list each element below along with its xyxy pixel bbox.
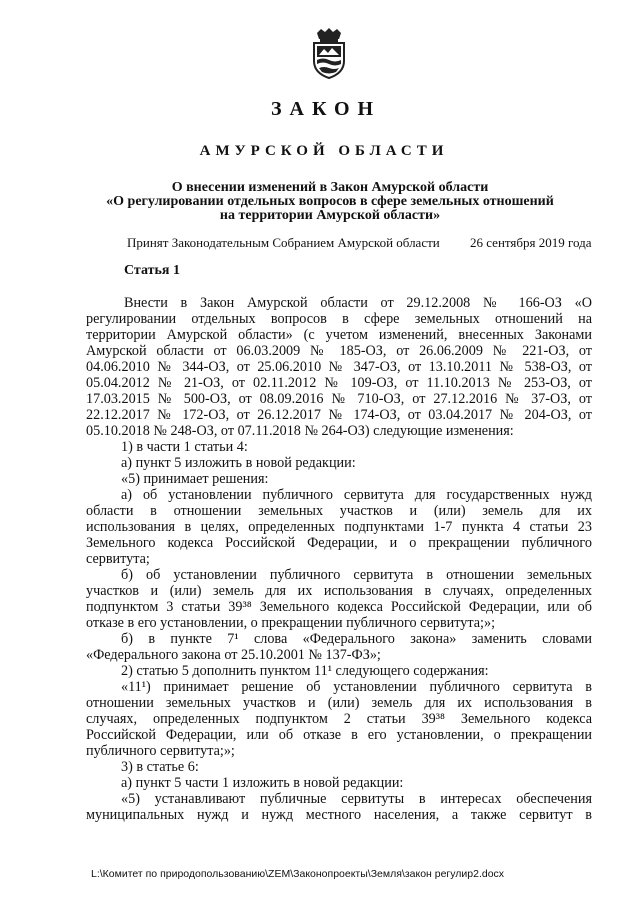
body-line: 2) статью 5 дополнить пунктом 11¹ следующего содержания: [121, 663, 489, 679]
adopted-date: 26 сентября 2019 года [470, 235, 592, 250]
body-line: «5) устанавливают публичные сервитуты в интересах обеспечения [121, 791, 592, 807]
body-line: муниципальных нужд и нужд местного населения, а также сервитут в [86, 807, 592, 823]
body-line: публичного сервитута;»; [86, 743, 235, 759]
law-title: ЗАКОН [270, 98, 382, 120]
body-line: 17.03.2015 № 500-ОЗ, от 08.09.2016 № 710-ОЗ, от 27.12.2016 № 37-ОЗ, от [86, 391, 592, 407]
body-line: Амурской области от 06.03.2009 № 185-ОЗ, от 26.06.2009 № 221-ОЗ, от [86, 343, 592, 359]
body-line: б) в пункте 7¹ слова «Федерального закона» заменить словами [121, 631, 592, 647]
body-line: «Федерального закона от 25.10.2001 № 137-ФЗ»; [86, 647, 381, 663]
body-line: Земельного кодекса Российской Федерации, и о прекращении публичного [86, 535, 592, 551]
coat-of-arms-icon [311, 27, 347, 79]
body-line: «11¹) принимает решение об установлении публичного сервитута в [121, 679, 592, 695]
body-line: б) об установлении публичного сервитута в отношении земельных [121, 567, 592, 583]
body-line: отказе в его установлении, о прекращении публичного сервитута;»; [86, 615, 496, 631]
body-line: «5) принимает решения: [121, 471, 269, 487]
body-line: 05.10.2018 № 248-ОЗ, от 07.11.2018 № 264-ОЗ) следующие изменения: [86, 423, 514, 439]
body-line: области в отношении земельных участков и (или) земель для их [86, 503, 592, 519]
subject-line: О внесении изменений в Закон Амурской области [171, 180, 489, 195]
body-line: а) пункт 5 изложить в новой редакции: [121, 455, 356, 471]
subject-line: «О регулировании отдельных вопросов в сфере земельных отношений [106, 194, 554, 209]
body-line: 3) в статье 6: [121, 759, 199, 775]
body-line: случаях, определенных подпунктом 2 статьи 39³⁸ Земельного кодекса [86, 711, 592, 727]
body-line: а) пункт 5 части 1 изложить в новой редакции: [121, 775, 404, 791]
body-line: подпунктом 3 статьи 39³⁸ Земельного кодекса Российской Федерации, или об [86, 599, 592, 615]
body-line: регулировании отдельных вопросов в сфере земельных отношений на [86, 311, 592, 327]
region-title: АМУРСКОЙ ОБЛАСТИ [199, 143, 449, 159]
body-line: сервитута; [86, 551, 150, 567]
body-line: Российской Федерации, или об отказе в его установлении, о прекращении [86, 727, 592, 743]
body-line: отношении земельных участков и (или) земель для их использования в [86, 695, 592, 711]
body-line: 22.12.2017 № 172-ОЗ, от 26.12.2017 № 174-ОЗ, от 03.04.2017 № 204-ОЗ, от [86, 407, 592, 423]
article-title: Статья 1 [124, 263, 180, 278]
body-line: территории Амурской области» (с учетом изменений, внесенных Законами [86, 327, 592, 343]
body-line: использования в целях, определенных подпунктами 1-7 пункта 4 статьи 23 [86, 519, 592, 535]
body-line: 1) в части 1 статьи 4: [121, 439, 248, 455]
subject-line: на территории Амурской области» [219, 208, 441, 223]
body-line: а) об установлении публичного сервитута для государственных нужд [121, 487, 592, 503]
body-line: 05.04.2012 № 21-ОЗ, от 02.11.2012 № 109-ОЗ, от 11.10.2013 № 253-ОЗ, от [86, 375, 592, 391]
adopted-text: Принят Законодательным Собранием Амурской области [127, 235, 440, 250]
body-line: 04.06.2010 № 344-ОЗ, от 25.06.2010 № 347-ОЗ, от 13.10.2011 № 538-ОЗ, от [86, 359, 592, 375]
body-line: участков и (или) земель для их использования в случаях, определенных [86, 583, 592, 599]
body-line: Внести в Закон Амурской области от 29.12.2008 № 166-ОЗ «О [124, 295, 592, 311]
file-path-footer: L:\Комитет по природопользованию\ZEM\Законопроекты\Земля\закон регулир2.docx [91, 868, 505, 880]
